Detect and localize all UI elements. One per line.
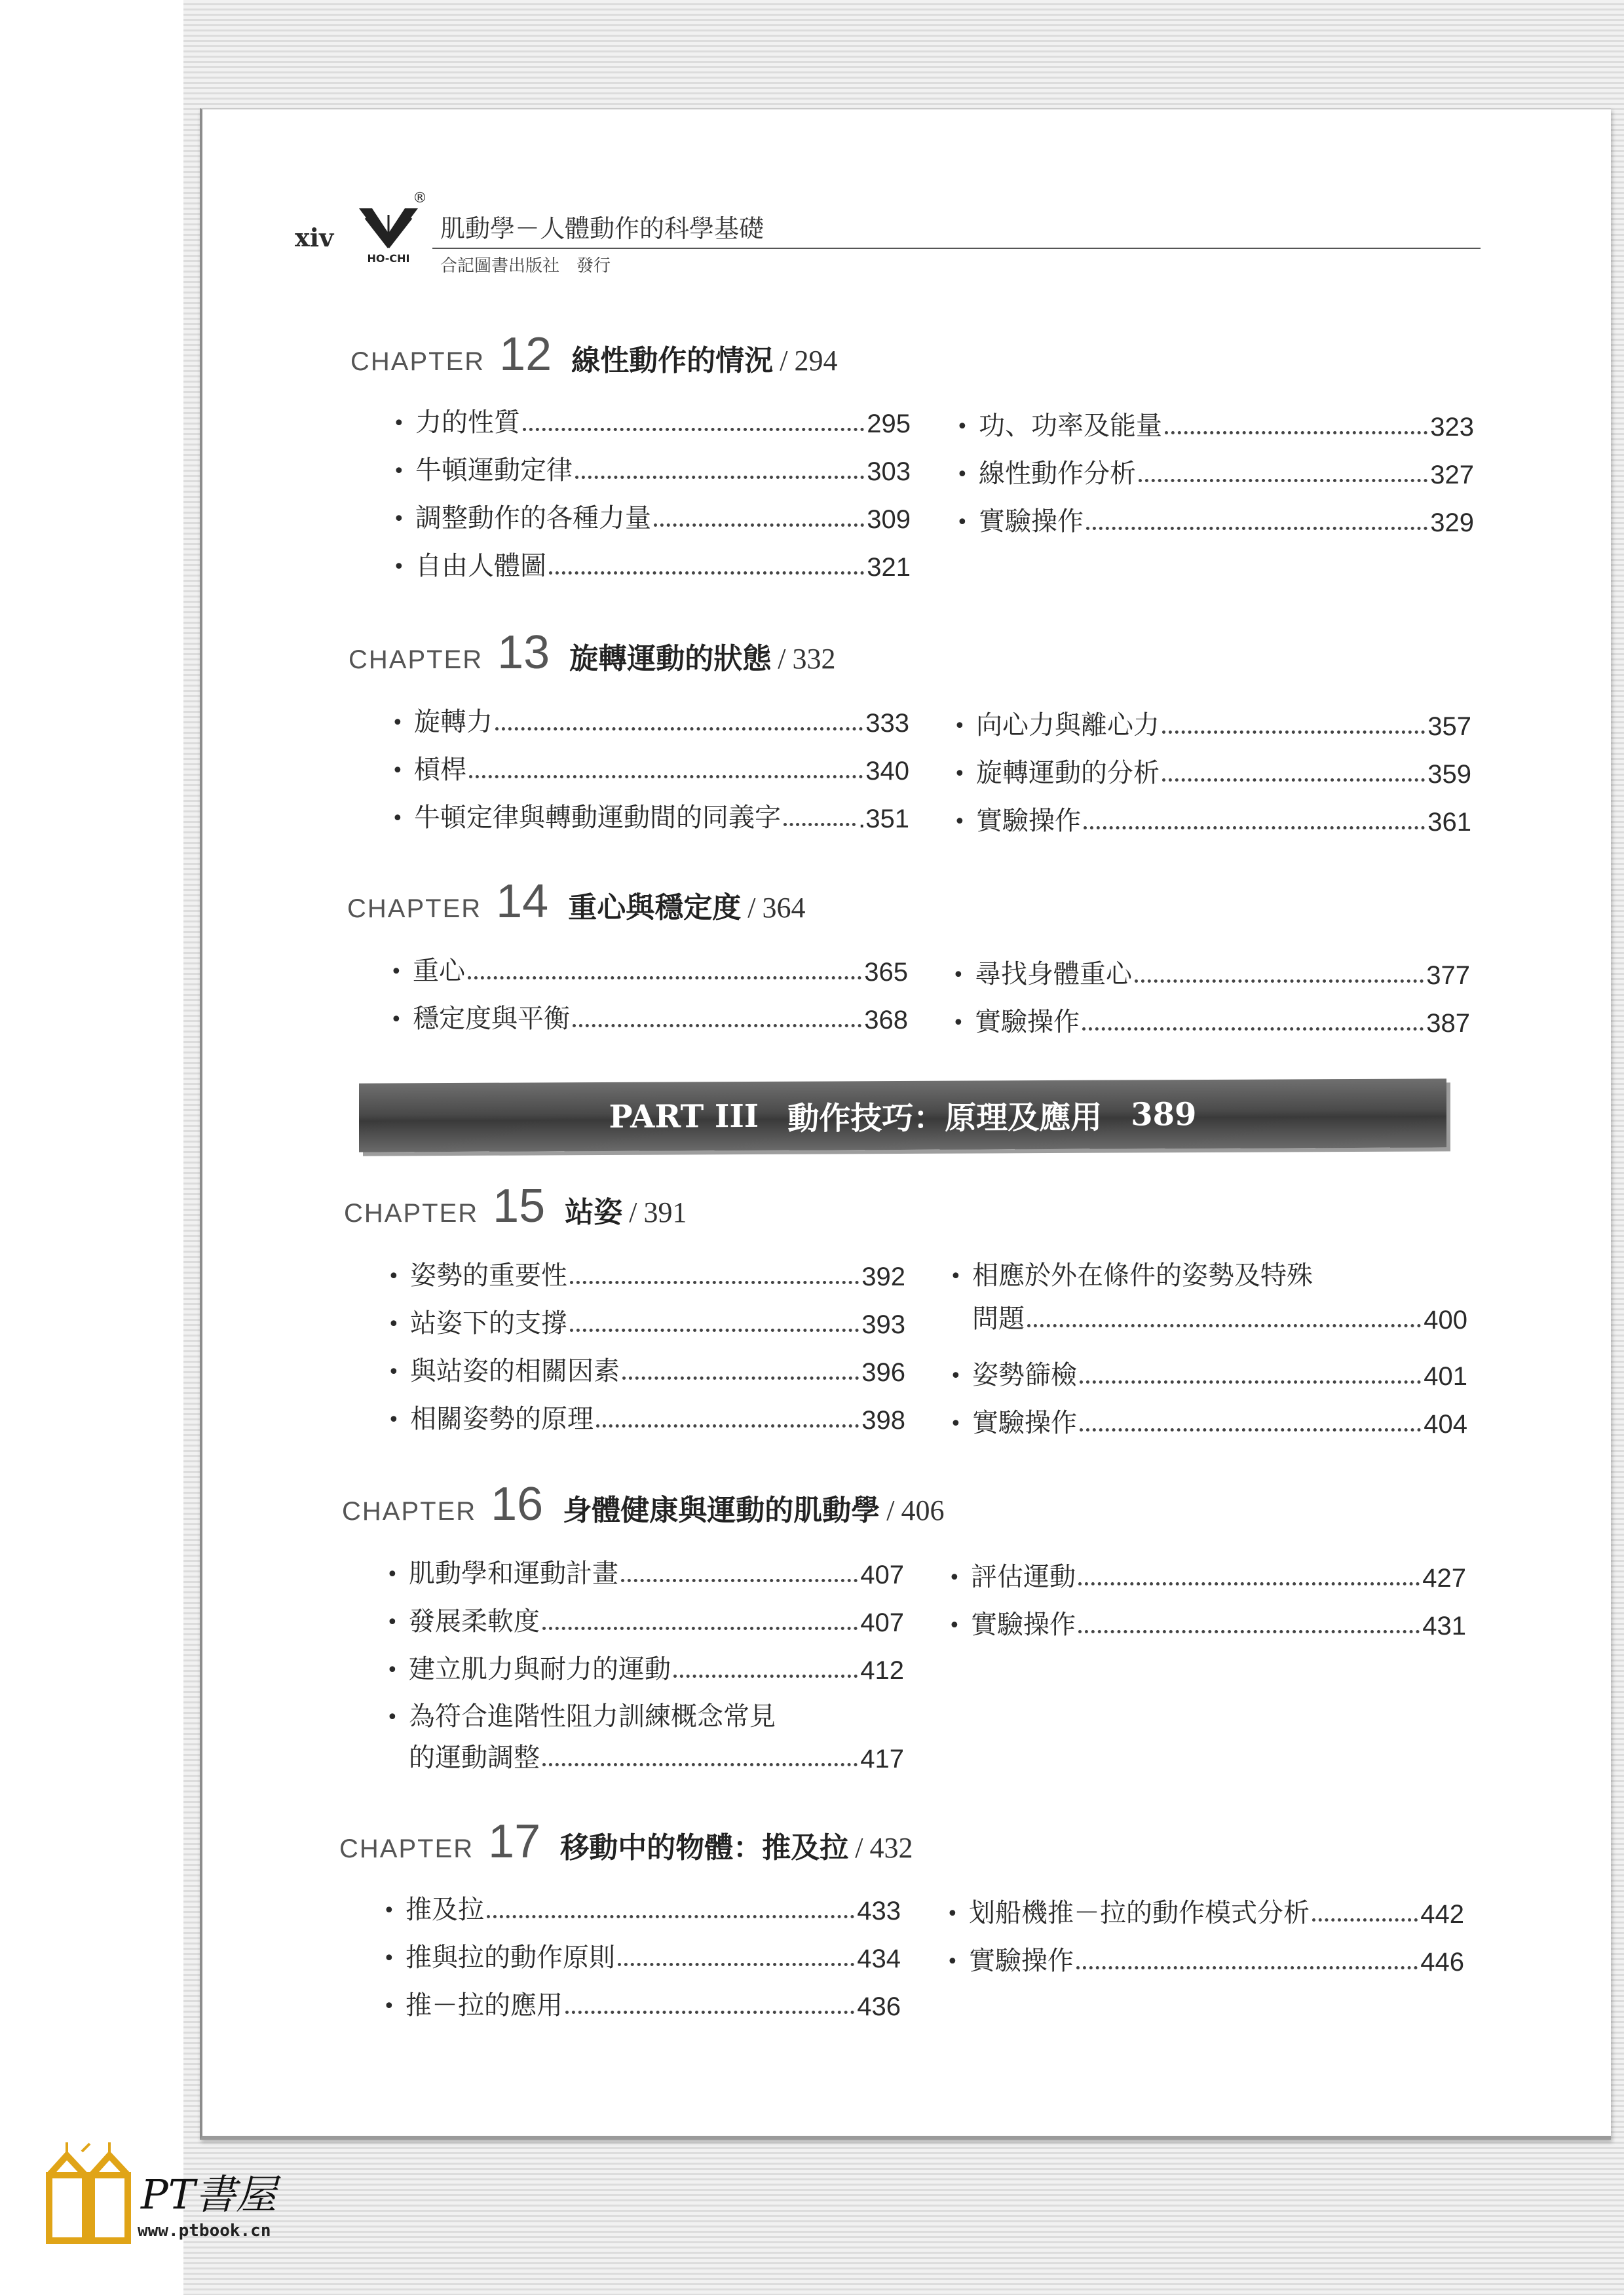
entry-page: 427 [1422,1564,1466,1593]
dot-leader [1076,1966,1418,1969]
dot-leader [469,775,863,778]
toc-entry[interactable] [390,948,908,987]
toc-entry[interactable] [954,702,1471,742]
part-title: 動作技巧：原理及應用 [787,1099,1103,1137]
bullet-icon: • [388,1265,400,1288]
chapter-title: 移動中的物體：推及拉 [560,1831,849,1865]
chapter-title: 站姿 [565,1196,623,1229]
chapter-heading [344,1179,687,1232]
slash-separator: / [778,643,786,675]
entry-label: 實驗操作 [976,806,1081,836]
chapter-heading [347,875,805,927]
toc-entry[interactable] [388,1253,905,1292]
dot-leader [1139,479,1427,482]
toc-entry[interactable] [950,1400,1467,1439]
toc-entry[interactable] [388,1348,905,1388]
chapter-page: 332 [792,643,836,675]
dot-leader [618,1963,854,1966]
dot-leader [1312,1918,1418,1922]
entry-page: 323 [1430,413,1474,442]
entry-label: 自由人體圖 [415,551,546,581]
toc-entry[interactable] [950,1352,1467,1392]
bullet-icon: • [949,1614,960,1637]
chapter-word: CHAPTER [349,645,483,674]
bullet-icon: • [950,1365,962,1388]
bullet-icon: • [954,715,966,738]
entry-page: 327 [1430,461,1474,489]
toc-entry-multiline[interactable] [950,1253,1313,1292]
chapter-word: CHAPTER [342,1497,477,1526]
header-rule [432,248,1481,249]
toc-entry[interactable] [956,451,1474,490]
entry-label: 建立肌力與耐力的運動 [409,1654,671,1684]
toc-entry[interactable] [947,1938,1464,1977]
toc-entry[interactable] [387,1551,904,1590]
toc-entry[interactable] [393,400,911,439]
chapter-page: 364 [762,892,806,924]
dot-leader [573,1024,861,1027]
entry-page: 393 [861,1310,905,1339]
chapter-number: 13 [497,626,550,679]
toc-entry[interactable] [393,447,911,487]
toc-entry[interactable] [383,1982,901,2022]
bullet-icon: • [388,1361,400,1384]
dot-leader [565,2011,854,2014]
dot-leader [523,428,864,431]
dot-leader [1162,778,1425,782]
toc-entry[interactable] [387,1646,904,1686]
toc-entry-continuation[interactable] [950,1296,1467,1335]
entry-page: 400 [1424,1306,1467,1335]
entry-label: 姿勢的重要性 [410,1261,567,1291]
entry-page: 412 [860,1656,904,1685]
entry-label: 推與拉的動作原則 [406,1943,615,1973]
dot-leader [1080,1380,1421,1384]
chapter-number: 16 [491,1478,544,1530]
toc-entry[interactable] [954,750,1471,789]
chapter-number: 17 [488,1815,541,1868]
chapter-heading [349,626,835,678]
bullet-icon: • [383,1899,395,1922]
bullet-icon: • [390,960,402,983]
bullet-icon: • [953,1012,964,1034]
entry-page: 407 [860,1608,904,1637]
entry-label: 姿勢篩檢 [972,1360,1077,1390]
entry-label: 實驗操作 [979,506,1084,537]
entry-label: 旋轉運動的分析 [976,758,1160,788]
entry-label: 實驗操作 [975,1007,1080,1037]
entry-label: 與站姿的相關因素 [410,1356,620,1386]
entry-page: 396 [861,1358,905,1387]
toc-entry[interactable] [947,1890,1464,1929]
entry-label: 重心 [413,956,465,986]
dot-leader [1162,730,1425,734]
toc-entry[interactable] [392,699,909,738]
chapter-title: 重心與穩定度 [568,891,742,924]
entry-label: 問題 [972,1304,1025,1334]
chapter-word: CHAPTER [344,1199,479,1228]
dot-leader [784,823,856,826]
bullet-icon: • [950,1265,962,1288]
bullet-icon: • [950,1413,962,1435]
chapter-page: 432 [869,1832,913,1864]
book-title: 肌動學－人體動作的科學基礎 [440,214,765,243]
entry-page: 417 [860,1745,904,1773]
entry-label: 穩定度與平衡 [413,1004,570,1034]
entry-label: 相關姿勢的原理 [410,1404,594,1434]
dot-leader [622,1376,859,1380]
bullet-icon: • [383,1995,395,2018]
toc-entry[interactable] [949,1554,1466,1593]
entry-page: 329 [1430,508,1474,537]
dot-leader [468,976,861,979]
slash-separator: / [780,345,788,377]
entry-page: 295 [867,409,911,438]
part-banner[interactable] [359,1078,1446,1152]
entry-page: 321 [867,553,911,582]
dot-leader [487,1915,854,1918]
toc-entry-continuation[interactable] [387,1735,904,1774]
dot-leader [1027,1324,1421,1327]
bullet-icon: • [956,415,968,438]
bullet-icon: • [393,460,405,483]
watermark-url[interactable]: www.ptbook.cn [138,2221,271,2241]
entry-label: 的運動調整 [409,1743,540,1773]
entry-label: 向心力與離心力 [976,710,1160,740]
entry-label: 牛頓定律與轉動運動間的同義字 [414,803,781,833]
publisher-line: 合記圖書出版社 發行 [440,256,611,276]
entry-label: 調整動作的各種力量 [415,503,651,533]
toc-entry[interactable] [387,1599,904,1638]
entry-page: 333 [865,709,909,738]
slash-separator: / [747,892,756,924]
entry-label: 推－拉的應用 [406,1990,563,2020]
chapter-title: 旋轉運動的狀態 [569,642,772,675]
page-header [295,190,1481,275]
toc-entry[interactable] [949,1602,1466,1641]
bullet-icon: • [383,1947,395,1970]
page-number: xiv [295,223,334,252]
dot-leader [673,1675,858,1678]
bullet-icon: • [388,1313,400,1336]
dot-leader [570,1281,859,1284]
bullet-icon: • [387,1563,398,1586]
entry-label: 推及拉 [406,1895,484,1925]
chapter-heading [339,1815,913,1867]
chapter-title: 線性動作的情況 [571,344,774,377]
chapter-heading [342,1477,944,1530]
entry-page: 361 [1427,808,1471,837]
entry-label: 功、功率及能量 [979,411,1162,441]
toc-entry[interactable] [956,403,1474,442]
entry-page: 340 [865,757,909,786]
entry-page: 433 [857,1897,901,1925]
entry-page: 446 [1420,1948,1464,1977]
entry-label: 站姿下的支撐 [410,1308,567,1338]
entry-label: 牛頓運動定律 [415,455,573,485]
entry-label: 實驗操作 [972,1408,1077,1438]
entry-label: 肌動學和運動計畫 [409,1559,618,1589]
toc-entry[interactable] [383,1935,901,1974]
entry-label: 實驗操作 [971,1610,1076,1640]
dot-leader [542,1763,858,1766]
entry-label: 線性動作分析 [979,459,1136,489]
entry-page: 309 [867,505,911,534]
bullet-icon: • [387,1611,398,1634]
dot-leader [549,571,864,575]
bullet-icon: • [392,807,404,830]
bullet-icon: • [387,1706,398,1729]
bullet-icon: • [947,1950,958,1973]
entry-label: 實驗操作 [969,1946,1074,1976]
bullet-icon: • [387,1659,398,1682]
chapter-number: 14 [496,875,549,928]
toc-entry[interactable] [383,1887,901,1926]
bullet-icon: • [954,763,966,786]
entry-page: 436 [857,1992,901,2021]
entry-page: 387 [1426,1009,1470,1038]
bullet-icon: • [393,556,405,578]
toc-entry[interactable] [392,747,909,786]
entry-page: 365 [864,958,908,987]
dot-leader [1078,1582,1420,1585]
dot-leader [1082,1027,1424,1031]
entry-page: 392 [861,1262,905,1291]
entry-label: 旋轉力 [414,707,493,737]
bullet-spacer [387,1770,409,1774]
bullet-icon: • [949,1566,960,1589]
toc-entry[interactable] [392,795,909,834]
dot-leader [1086,527,1427,530]
dot-leader [575,476,864,479]
dot-leader [542,1627,858,1630]
dot-leader [1078,1630,1420,1633]
toc-entry[interactable] [956,499,1474,538]
bullet-icon: • [956,511,968,534]
entry-page: 359 [1427,760,1471,789]
entry-page: 434 [857,1944,901,1973]
part-label: PART III [609,1097,759,1135]
toc-entry[interactable] [388,1396,905,1435]
bullet-icon: • [956,463,968,486]
bullet-icon: • [388,1409,400,1432]
entry-label: 相應於外在條件的姿勢及特殊 [972,1261,1313,1291]
bullet-icon: • [953,964,964,987]
entry-page: 377 [1426,961,1470,990]
entry-page: 431 [1422,1612,1466,1641]
slash-separator: / [629,1196,637,1228]
entry-label: 尋找身體重心 [975,959,1132,989]
bullet-spacer [950,1331,972,1335]
entry-page: 368 [864,1006,908,1034]
bullet-icon: • [393,508,405,531]
dot-leader [654,523,864,527]
chapter-page: 406 [901,1494,945,1527]
chapter-number: 12 [499,328,552,381]
dot-leader [621,1579,858,1582]
dot-leader [1165,431,1427,434]
dot-leader [1080,1428,1421,1432]
bullet-icon: • [392,711,404,734]
bullet-icon: • [393,412,405,435]
toc-entry[interactable] [393,495,911,535]
toc-entry[interactable] [388,1300,905,1340]
entry-label: 為符合進階性阻力訓練概念常見 [409,1701,776,1732]
entry-page: 398 [861,1406,905,1435]
dot-leader [596,1424,859,1428]
chapter-page: 391 [643,1196,687,1228]
toc-entry[interactable] [390,996,908,1035]
entry-page: 303 [867,457,911,486]
bullet-icon: • [947,1903,958,1925]
slash-separator: / [855,1832,863,1864]
chapter-word: CHAPTER [339,1834,474,1863]
bullet-icon: • [390,1008,402,1031]
dot-leader [570,1329,859,1332]
entry-page: 401 [1424,1362,1467,1391]
entry-page: 442 [1420,1900,1464,1929]
registered-mark: ® [413,190,427,206]
dot-leader [1084,826,1425,829]
slash-separator: / [886,1494,895,1527]
entry-page: 407 [860,1561,904,1589]
entry-label: 力的性質 [415,408,520,438]
entry-page: 404 [1424,1410,1467,1439]
toc-entry[interactable] [393,543,911,582]
part-page: 389 [1131,1095,1197,1133]
dot-leader [495,727,863,730]
chapter-heading [350,328,837,380]
chapter-title: 身體健康與運動的肌動學 [563,1494,880,1527]
bullet-icon: • [954,810,966,833]
publisher-logo-label: HO-CHI [367,252,410,265]
entry-label: 發展柔軟度 [409,1606,540,1637]
entry-label: 評估運動 [971,1562,1076,1592]
watermark-name: PT書屋 [141,2171,277,2218]
chapter-word: CHAPTER [347,894,482,923]
toc-entry[interactable] [953,999,1470,1038]
entry-page: .351 [858,805,909,833]
toc-entry-multiline[interactable] [387,1694,776,1733]
chapter-number: 15 [493,1180,546,1232]
dot-leader [1135,979,1424,983]
toc-entry[interactable] [953,951,1470,991]
entry-label: 槓桿 [414,755,466,785]
entry-page: 357 [1427,712,1471,741]
toc-entry[interactable] [954,798,1471,837]
bullet-icon: • [392,759,404,782]
chapter-page: 294 [794,345,838,377]
chapter-word: CHAPTER [350,347,485,376]
entry-label: 划船機推－拉的動作模式分析 [969,1898,1310,1928]
